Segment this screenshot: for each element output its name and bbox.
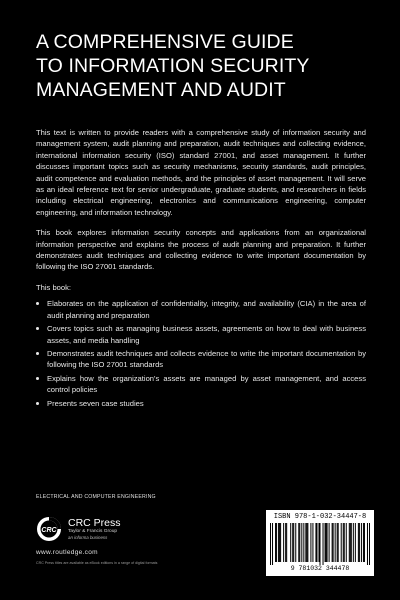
barcode-bar	[355, 523, 356, 562]
barcode-bar	[278, 523, 279, 562]
description-paragraph: This book explores information security concepts and applications from an organizational information perspective and explains the process of audit planning and preparation. It further demonstrates audit techniques and collecting evidence to write important documentation by following the ISO 27001 standards.	[36, 228, 366, 272]
barcode-bar	[369, 523, 370, 565]
barcode-bar	[349, 523, 350, 562]
barcode-bar	[319, 523, 320, 565]
barcode-bar	[343, 523, 344, 562]
barcode-bar	[359, 523, 360, 562]
publisher-group: Taylor & Francis Group	[68, 529, 118, 534]
bullet-icon	[36, 352, 39, 355]
barcode-bar	[333, 523, 334, 562]
barcode-bar	[341, 523, 342, 562]
list-item	[36, 348, 366, 371]
barcode-bar	[286, 523, 287, 562]
list-item-text: Demonstrates audit techniques and collects evidence to write the important documentation by following the ISO 27001 standards	[47, 348, 366, 370]
crc-press-logo-icon	[36, 516, 62, 542]
barcode-bar	[299, 523, 300, 562]
publisher-block	[68, 517, 158, 540]
title-line: TO INFORMATION SECURITY	[36, 55, 310, 77]
barcode-bar	[301, 523, 302, 562]
barcode-bar	[272, 523, 273, 565]
isbn-number: ISBN 978-1-032-34447-8	[273, 513, 367, 521]
barcode-bar	[279, 523, 280, 562]
barcode-bar	[306, 523, 307, 562]
barcode-bar	[325, 523, 326, 562]
list-item-text: Covers topics such as managing business assets, agreements on how to deal with business assets, and media handling	[47, 324, 366, 345]
barcode-bar	[346, 523, 347, 562]
barcode-bar	[303, 523, 304, 562]
list-item	[36, 373, 366, 396]
barcode-bar	[353, 523, 354, 562]
book-title	[36, 30, 376, 102]
publisher-business: an informa business	[68, 535, 108, 540]
title-line: MANAGEMENT AND AUDIT	[36, 79, 286, 101]
barcode-bar	[280, 523, 281, 562]
barcode-bar	[315, 523, 316, 562]
barcode-bar	[363, 523, 364, 562]
barcode-bar	[307, 523, 308, 562]
barcode-bar	[335, 523, 336, 562]
bullet-icon	[36, 302, 39, 305]
bullet-icon	[36, 377, 39, 380]
feature-list	[36, 298, 366, 409]
back-cover-description	[36, 127, 366, 411]
barcode-bar	[293, 523, 294, 562]
series-label: ELECTRICAL AND COMPUTER ENGINEERING	[36, 494, 156, 500]
barcode-icon	[270, 523, 370, 565]
barcode-bar	[292, 523, 293, 562]
isbn-barcode	[266, 510, 374, 576]
barcode-bar	[323, 523, 324, 565]
barcode-bar	[327, 523, 328, 562]
barcode-digits: 9 781032 344478	[290, 565, 350, 572]
ebook-footnote: CRC Press titles are available as eBook editions in a range of digital formats	[36, 561, 158, 565]
barcode-bar	[276, 523, 277, 562]
barcode-bar	[344, 523, 345, 562]
barcode-bar	[295, 523, 296, 562]
barcode-bar	[361, 523, 362, 562]
title-line: A COMPREHENSIVE GUIDE	[36, 31, 294, 53]
barcode-bar	[285, 523, 286, 562]
barcode-bar	[270, 523, 271, 565]
list-item-text: Explains how the organization's assets are managed by asset management, and access control policies	[47, 373, 366, 395]
bullet-icon	[36, 327, 39, 330]
list-item	[36, 323, 366, 346]
barcode-bar	[316, 523, 317, 562]
list-item-text: Presents seven case studies	[47, 398, 144, 408]
barcode-bar	[326, 523, 327, 562]
list-item	[36, 298, 366, 321]
barcode-bar	[329, 523, 330, 562]
publisher-name: CRC Press	[68, 517, 121, 529]
list-item	[36, 398, 366, 409]
bullets-intro: This book:	[36, 282, 72, 292]
barcode-bar	[337, 523, 338, 562]
barcode-bar	[283, 523, 284, 562]
bullet-icon	[36, 402, 39, 405]
barcode-bar	[275, 523, 276, 562]
svg-text:CRC: CRC	[41, 526, 57, 534]
barcode-bar	[364, 523, 365, 562]
barcode-bar	[305, 523, 306, 562]
barcode-bar	[310, 523, 311, 562]
description-paragraph: This text is written to provide readers with a comprehensive study of information security and management system, audit planning and preparation, audit techniques and collecting evidence, international information security (ISO) standard 27001, and asset management. It further discusses important topics such as security mechanisms, security standards, audit principles, audit competence and evaluation methods, and the principles of asset management. It will serve as an ideal reference text for senior undergraduate, graduate students, and researchers in fields including electrical engineering, electronics and communications engineering, computer engineering, and information technology.	[36, 128, 366, 217]
barcode-bar	[318, 523, 319, 562]
barcode-bar	[367, 523, 368, 565]
barcode-bar	[350, 523, 351, 562]
barcode-bar	[338, 523, 339, 562]
publisher-website: www.routledge.com	[36, 549, 98, 556]
barcode-bar	[290, 523, 291, 562]
list-item-text: Elaborates on the application of confidentiality, integrity, and availability (CIA) in the area of audit planning and preparation	[47, 299, 366, 320]
barcode-bar	[358, 523, 359, 562]
barcode-bar	[312, 523, 313, 562]
barcode-bar	[332, 523, 333, 562]
barcode-bar	[298, 523, 299, 562]
barcode-bar	[351, 523, 352, 562]
